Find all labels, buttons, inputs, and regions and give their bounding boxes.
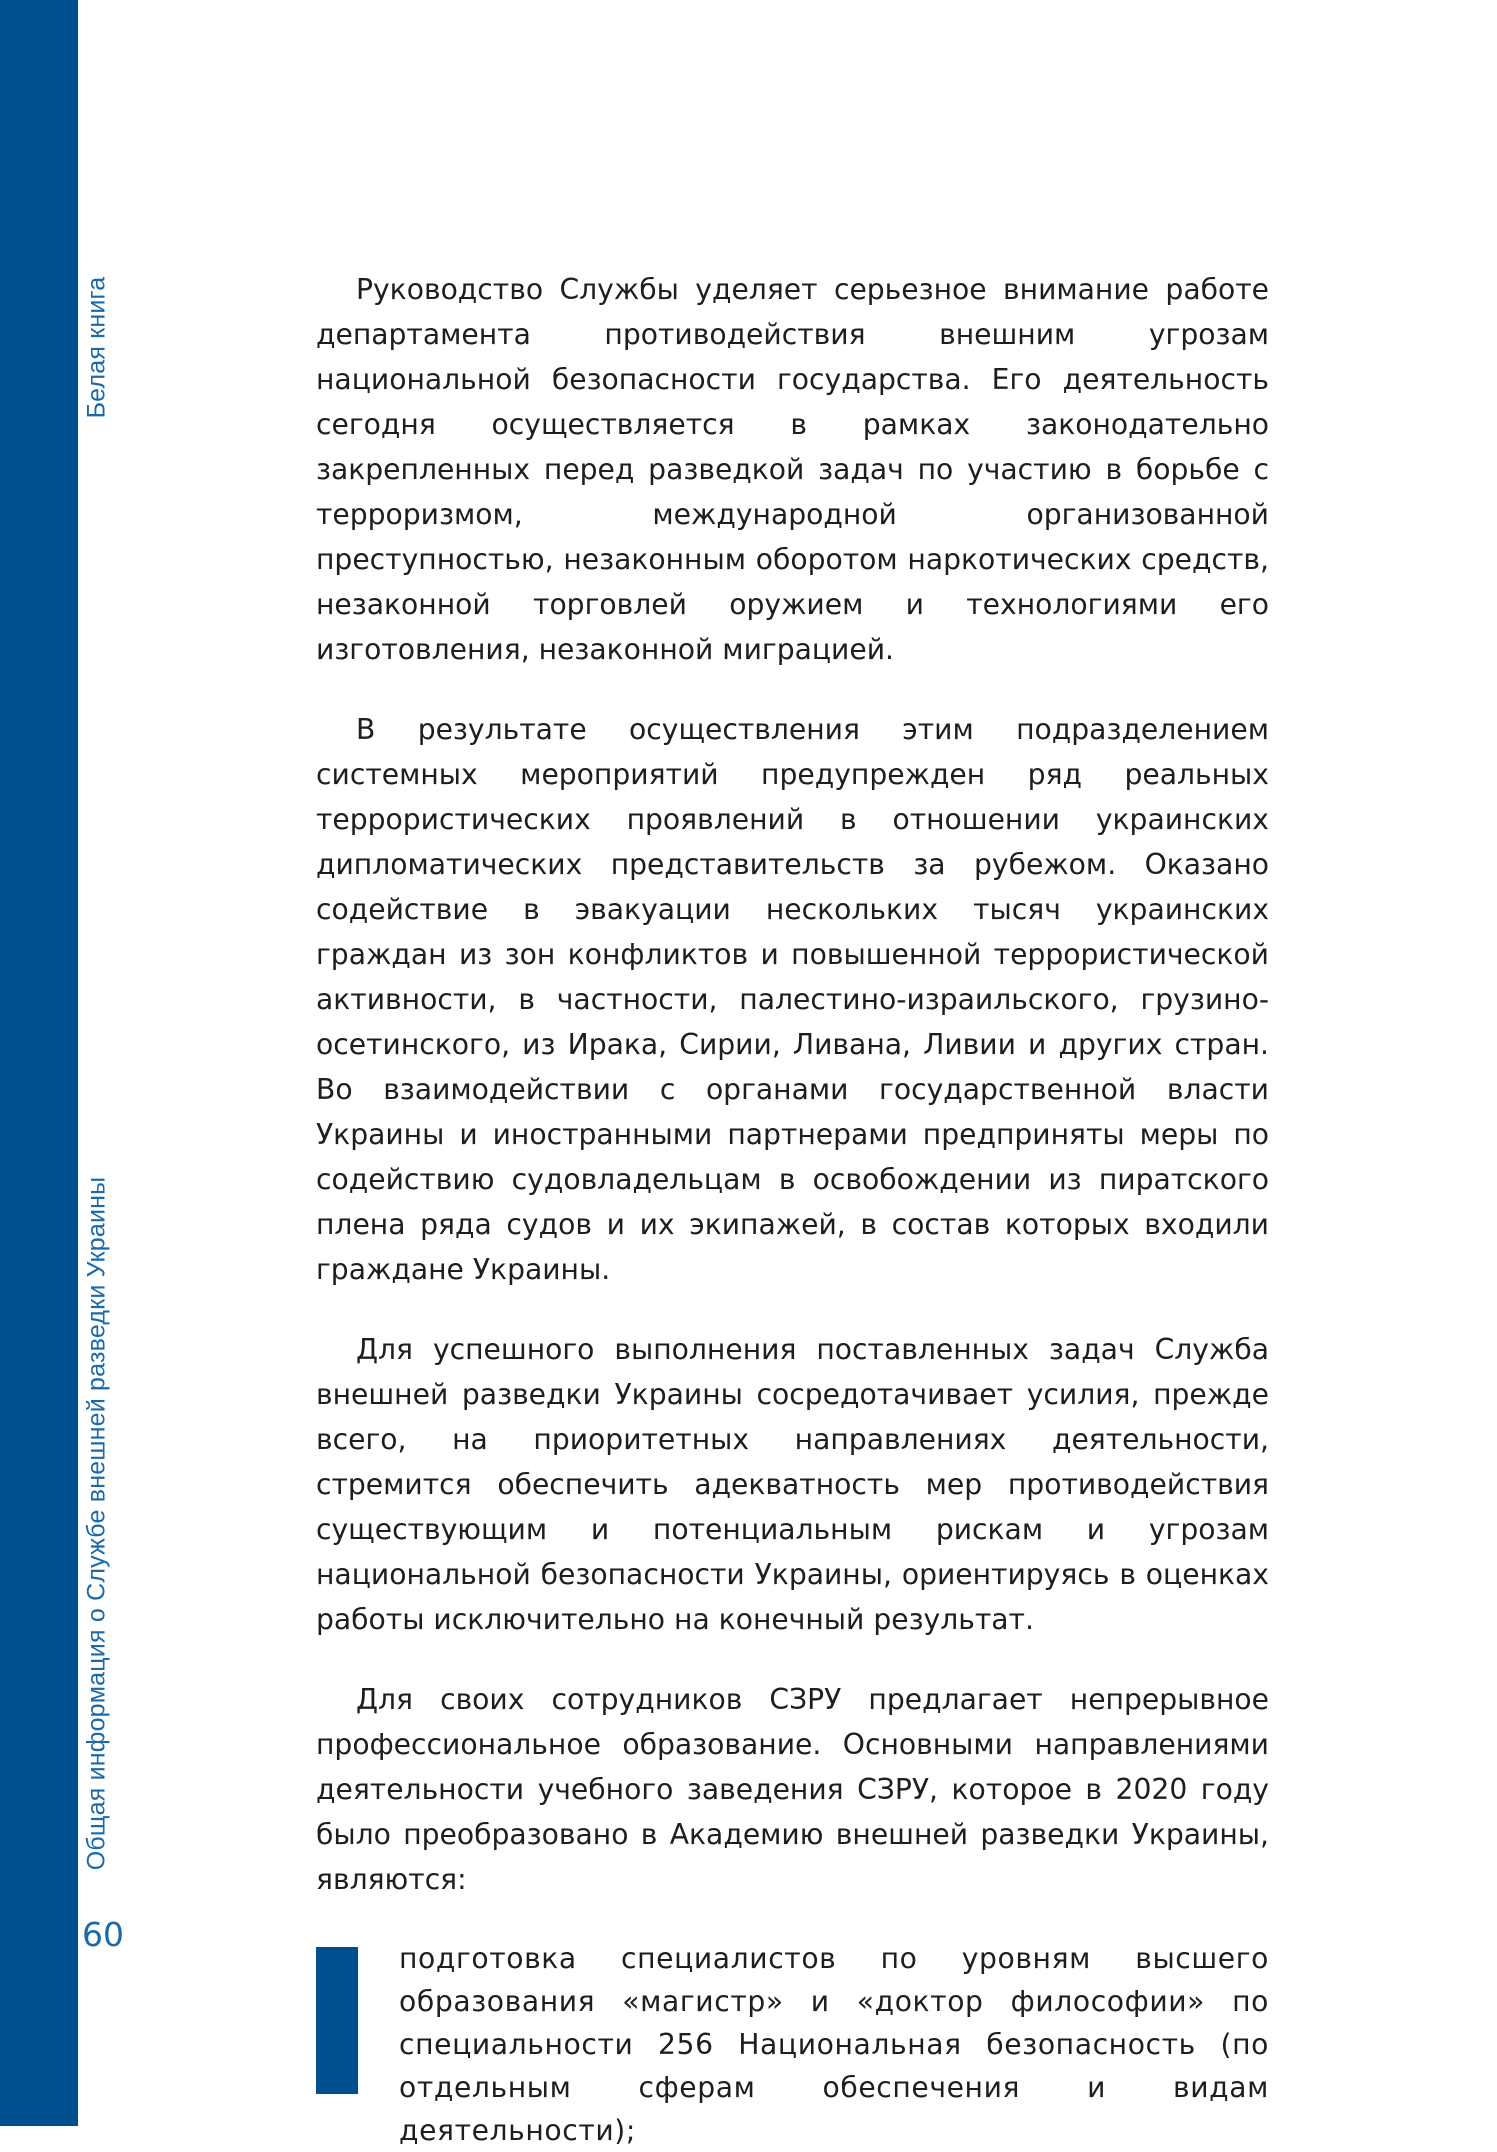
side-stripe	[0, 0, 78, 2126]
bullet-marker	[316, 1947, 358, 2094]
book-label-text: Белая книга	[82, 276, 111, 418]
section-label	[82, 1176, 112, 1870]
body-text	[316, 267, 1269, 2152]
paragraph-2: В результате осуществления этим подразделением системных мероприятий предупрежден ряд реальных террористических проявлений в отношении украинских дипломатических представительств за рубежом. Оказано содействие в эвакуации нескольких тысяч украинских граждан из зон конфликтов и повышенной террористической активности, в частности, палестино-израильского, грузино-осетинского, из Ирака, Сирии, Ливана, Ливии и других стран. Во взаимодействии с органами государственной власти Украины и иностранными партнерами предприняты меры по содействию судовладельцам в освобождении из пиратского плена ряда судов и их экипажей, в состав которых входили граждане Украины.	[316, 713, 1269, 1286]
bullet-item	[316, 1937, 1269, 2152]
paragraph-4: Для своих сотрудников СЗРУ предлагает непрерывное профессиональное образование. Основными направлениями деятельности учебного заведения СЗРУ, которое в 2020 году было преобразовано в Академию внешней разведки Украины, являются:	[316, 1683, 1269, 1896]
page-number: 60	[82, 1915, 124, 1954]
paragraph-1: Руководство Службы уделяет серьезное внимание работе департамента противодействия внешним угрозам национальной безопасности государства. Его деятельность сегодня осуществляется в рамках законодательно закрепленных перед разведкой задач по участию в борьбе с терроризмом, международной организованной преступностью, незаконным оборотом наркотических средств, незаконной торговлей оружием и технологиями его изготовления, незаконной миграцией.	[316, 273, 1269, 666]
section-label-text: Общая информация о Службе внешней разведки Украины	[82, 1176, 111, 1870]
book-label	[82, 272, 112, 422]
bullet-text: подготовка специалистов по уровням высшего образования «магистр» и «доктор философии» по специальности 256 Национальная безопасность (по отдельным сферам обеспечения и видам деятельности);	[399, 1942, 1269, 2147]
paragraph-3: Для успешного выполнения поставленных задач Служба внешней разведки Украины сосредотачивает усилия, прежде всего, на приоритетных направлениях деятельности, стремится обеспечить адекватность мер противодействия существующим и потенциальным рискам и угрозам национальной безопасности Украины, ориентируясь в оценках работы исключительно на конечный результат.	[316, 1333, 1269, 1636]
